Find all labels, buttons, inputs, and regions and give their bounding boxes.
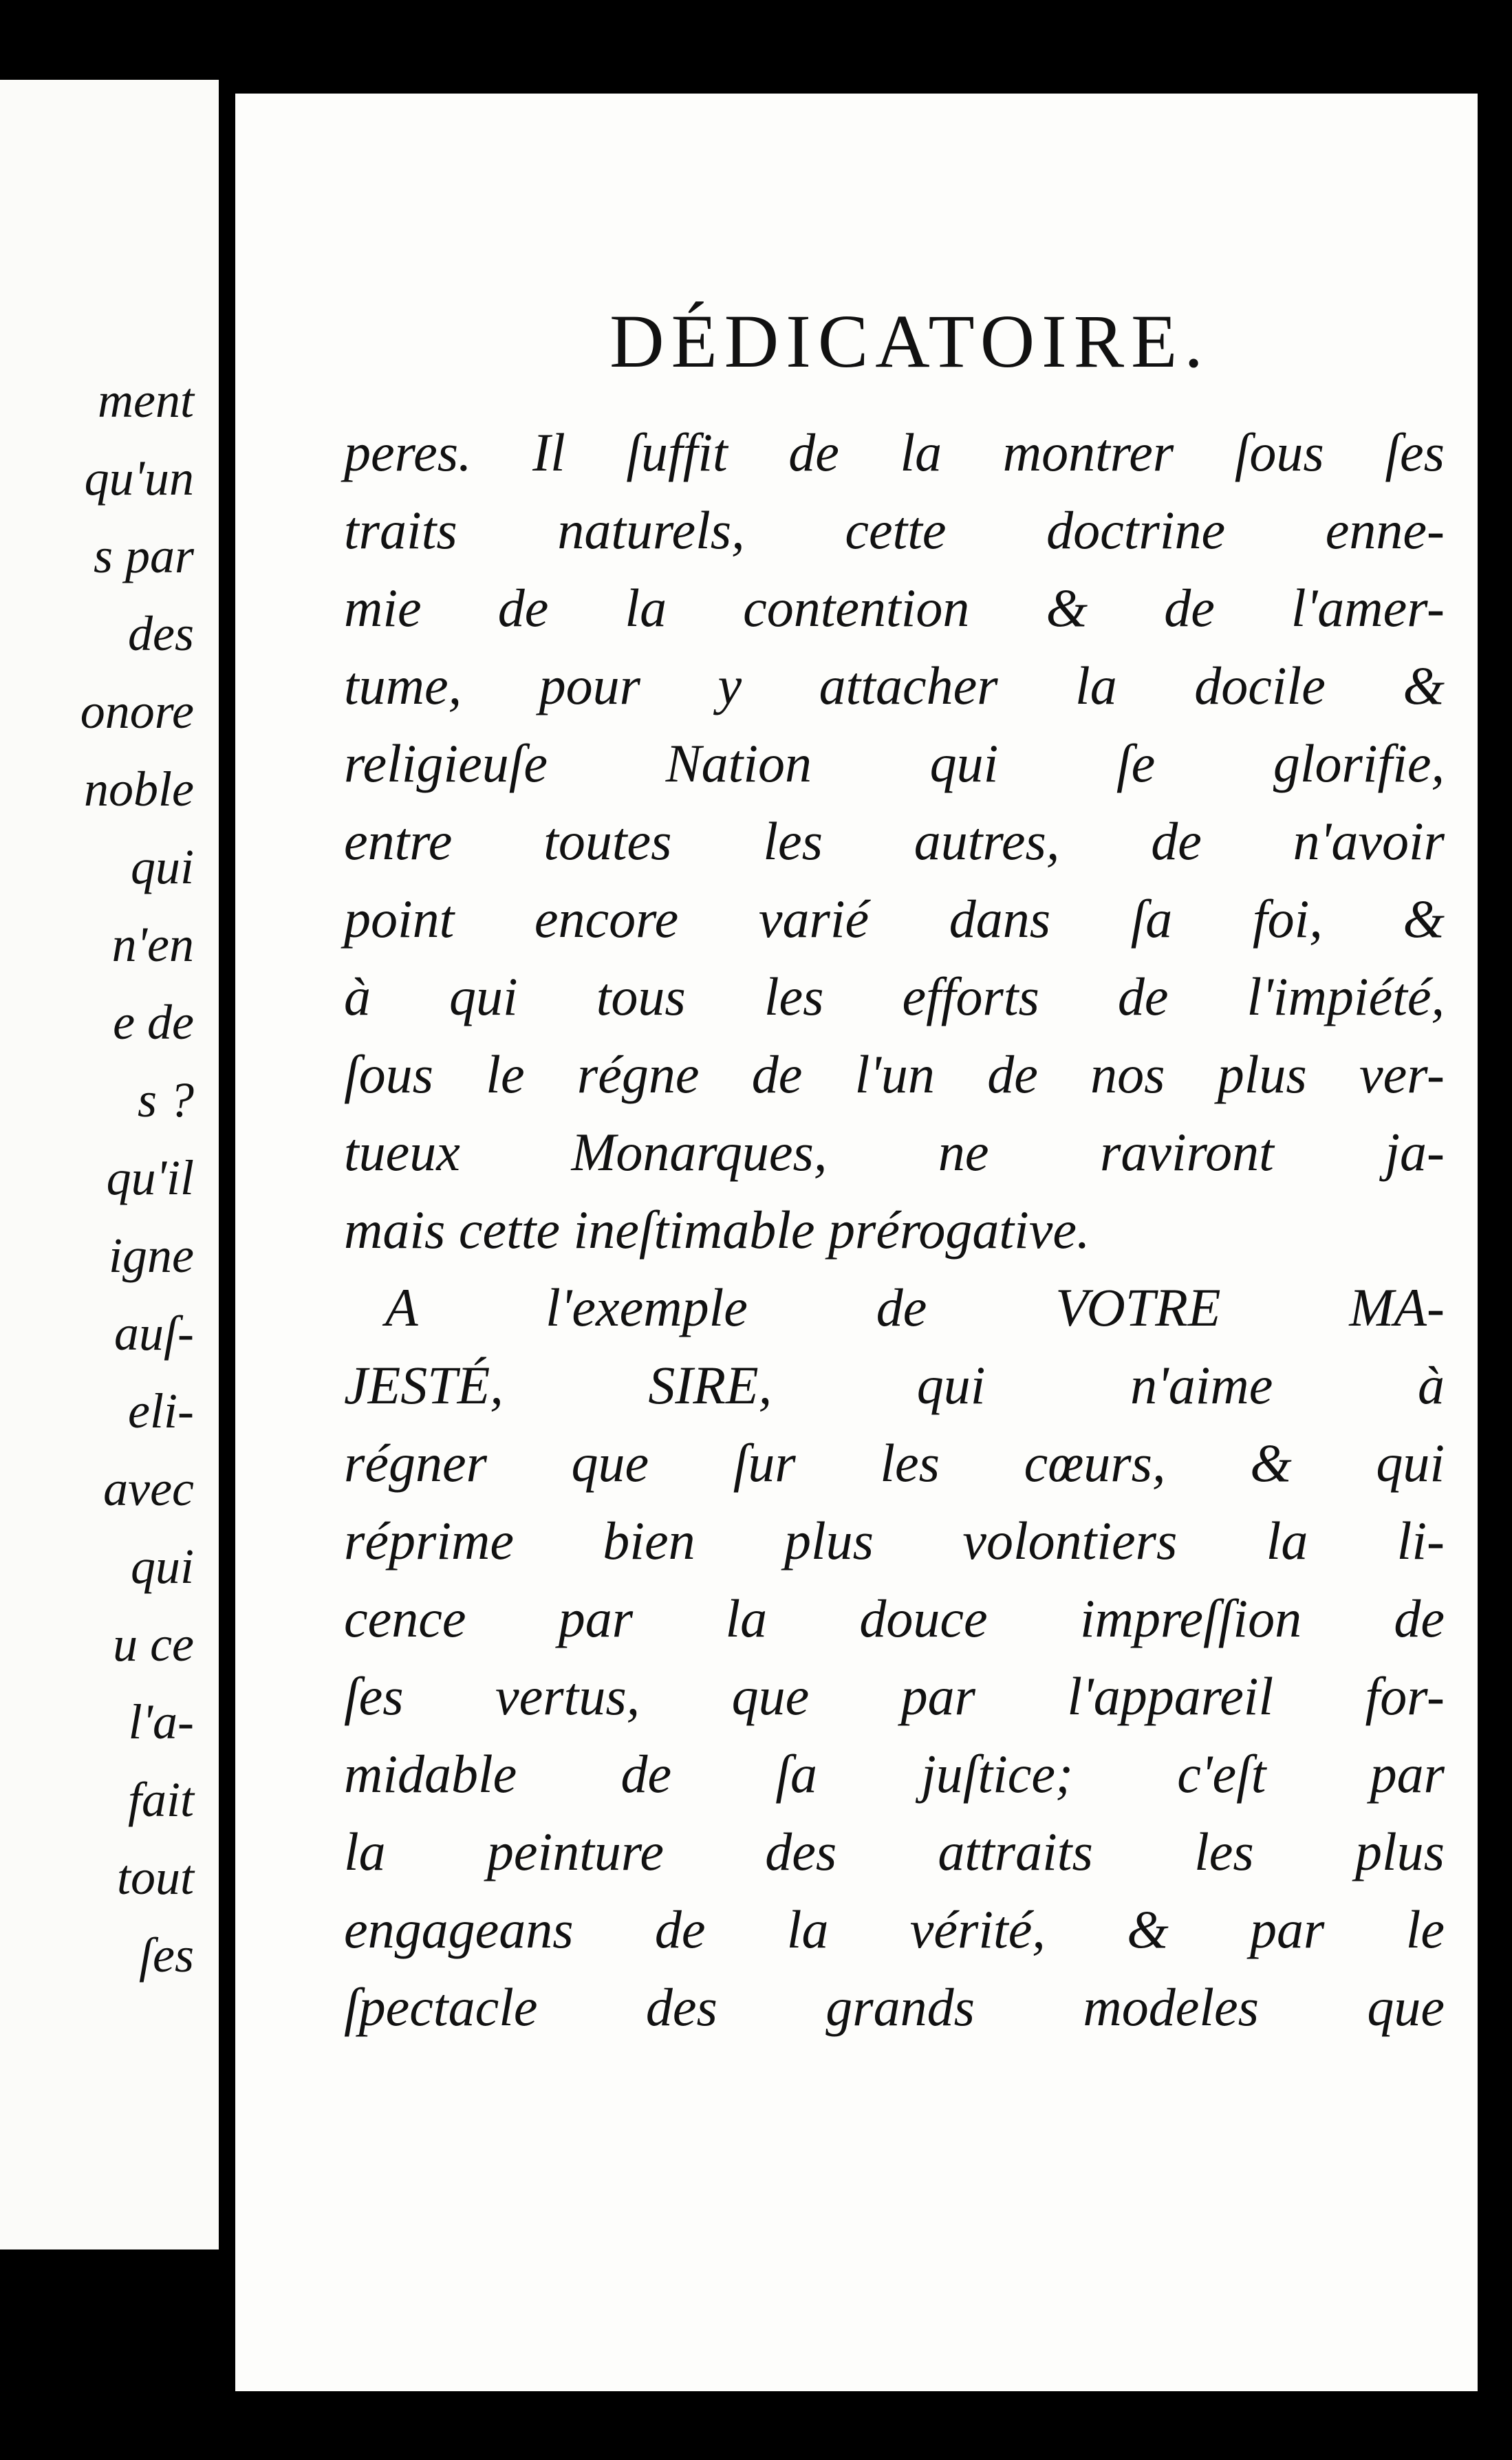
left-page-line: igne xyxy=(109,1228,194,1283)
left-page-line: ſes xyxy=(139,1928,194,1983)
left-page-line: des xyxy=(128,606,194,661)
text-line: mais cette ineſtimable prérogative. xyxy=(344,1200,1090,1260)
left-page-line: noble xyxy=(84,762,194,817)
right-page xyxy=(235,94,1478,2391)
text-line: réprime bien plus volontiers la li- xyxy=(344,1511,1445,1571)
text-line: ſes vertus, que par l'appareil for- xyxy=(344,1666,1445,1726)
left-page-line: onore xyxy=(80,684,194,739)
text-line: régner que ſur les cœurs, & qui xyxy=(344,1433,1445,1493)
text-line: point encore varié dans ſa foi, & xyxy=(344,889,1445,949)
left-page-line: n'en xyxy=(111,917,194,972)
text-line: A l'exemple de VOTRE MA- xyxy=(385,1277,1445,1337)
left-page-line: qu'un xyxy=(84,451,194,506)
text-line: à qui tous les efforts de l'impiété, xyxy=(344,967,1445,1026)
text-line: tueux Monarques, ne raviront ja- xyxy=(344,1122,1445,1182)
left-page-line: qui xyxy=(130,839,194,894)
left-page xyxy=(0,80,219,2249)
text-line: mie de la contention & de l'amer- xyxy=(344,578,1445,638)
left-page-line: fait xyxy=(127,1772,194,1827)
left-page-line: qu'il xyxy=(106,1150,194,1205)
left-page-line: l'a- xyxy=(128,1694,194,1749)
text-line: cence par la douce impreſſion de xyxy=(344,1588,1445,1648)
text-line: JESTÉ, SIRE, qui n'aime à xyxy=(344,1355,1445,1415)
left-page-line: s ? xyxy=(137,1072,194,1128)
left-page-line: qui xyxy=(130,1539,194,1594)
text-line: midable de ſa juſtice; c'eſt par xyxy=(344,1744,1445,1804)
text-line: engageans de la vérité, & par le xyxy=(344,1899,1445,1959)
text-line: peres. Il ſuffit de la montrer ſous ſes xyxy=(344,422,1445,482)
text-line: la peinture des attraits les plus xyxy=(344,1822,1445,1881)
running-head: DÉDICATOIRE. xyxy=(609,299,1210,383)
left-page-line: e de xyxy=(113,995,194,1050)
left-page-line: eli- xyxy=(128,1383,194,1438)
left-page-line: avec xyxy=(103,1461,194,1516)
text-line: entre toutes les autres, de n'avoir xyxy=(344,811,1445,871)
body-text xyxy=(344,413,1445,2046)
text-line: ſpectacle des grands modeles que xyxy=(344,1977,1445,2037)
left-page-line: tout xyxy=(116,1850,194,1905)
left-page-line: ment xyxy=(98,373,194,428)
text-line: traits naturels, cette doctrine enne- xyxy=(344,500,1445,560)
left-page-line: u ce xyxy=(113,1617,194,1672)
text-line: tume, pour y attacher la docile & xyxy=(344,656,1445,715)
text-line: ſous le régne de l'un de nos plus ver- xyxy=(344,1044,1445,1104)
text-line: religieuſe Nation qui ſe glorifie, xyxy=(344,733,1445,793)
left-page-line: auſ- xyxy=(114,1306,194,1361)
left-page-line: s par xyxy=(93,528,194,583)
